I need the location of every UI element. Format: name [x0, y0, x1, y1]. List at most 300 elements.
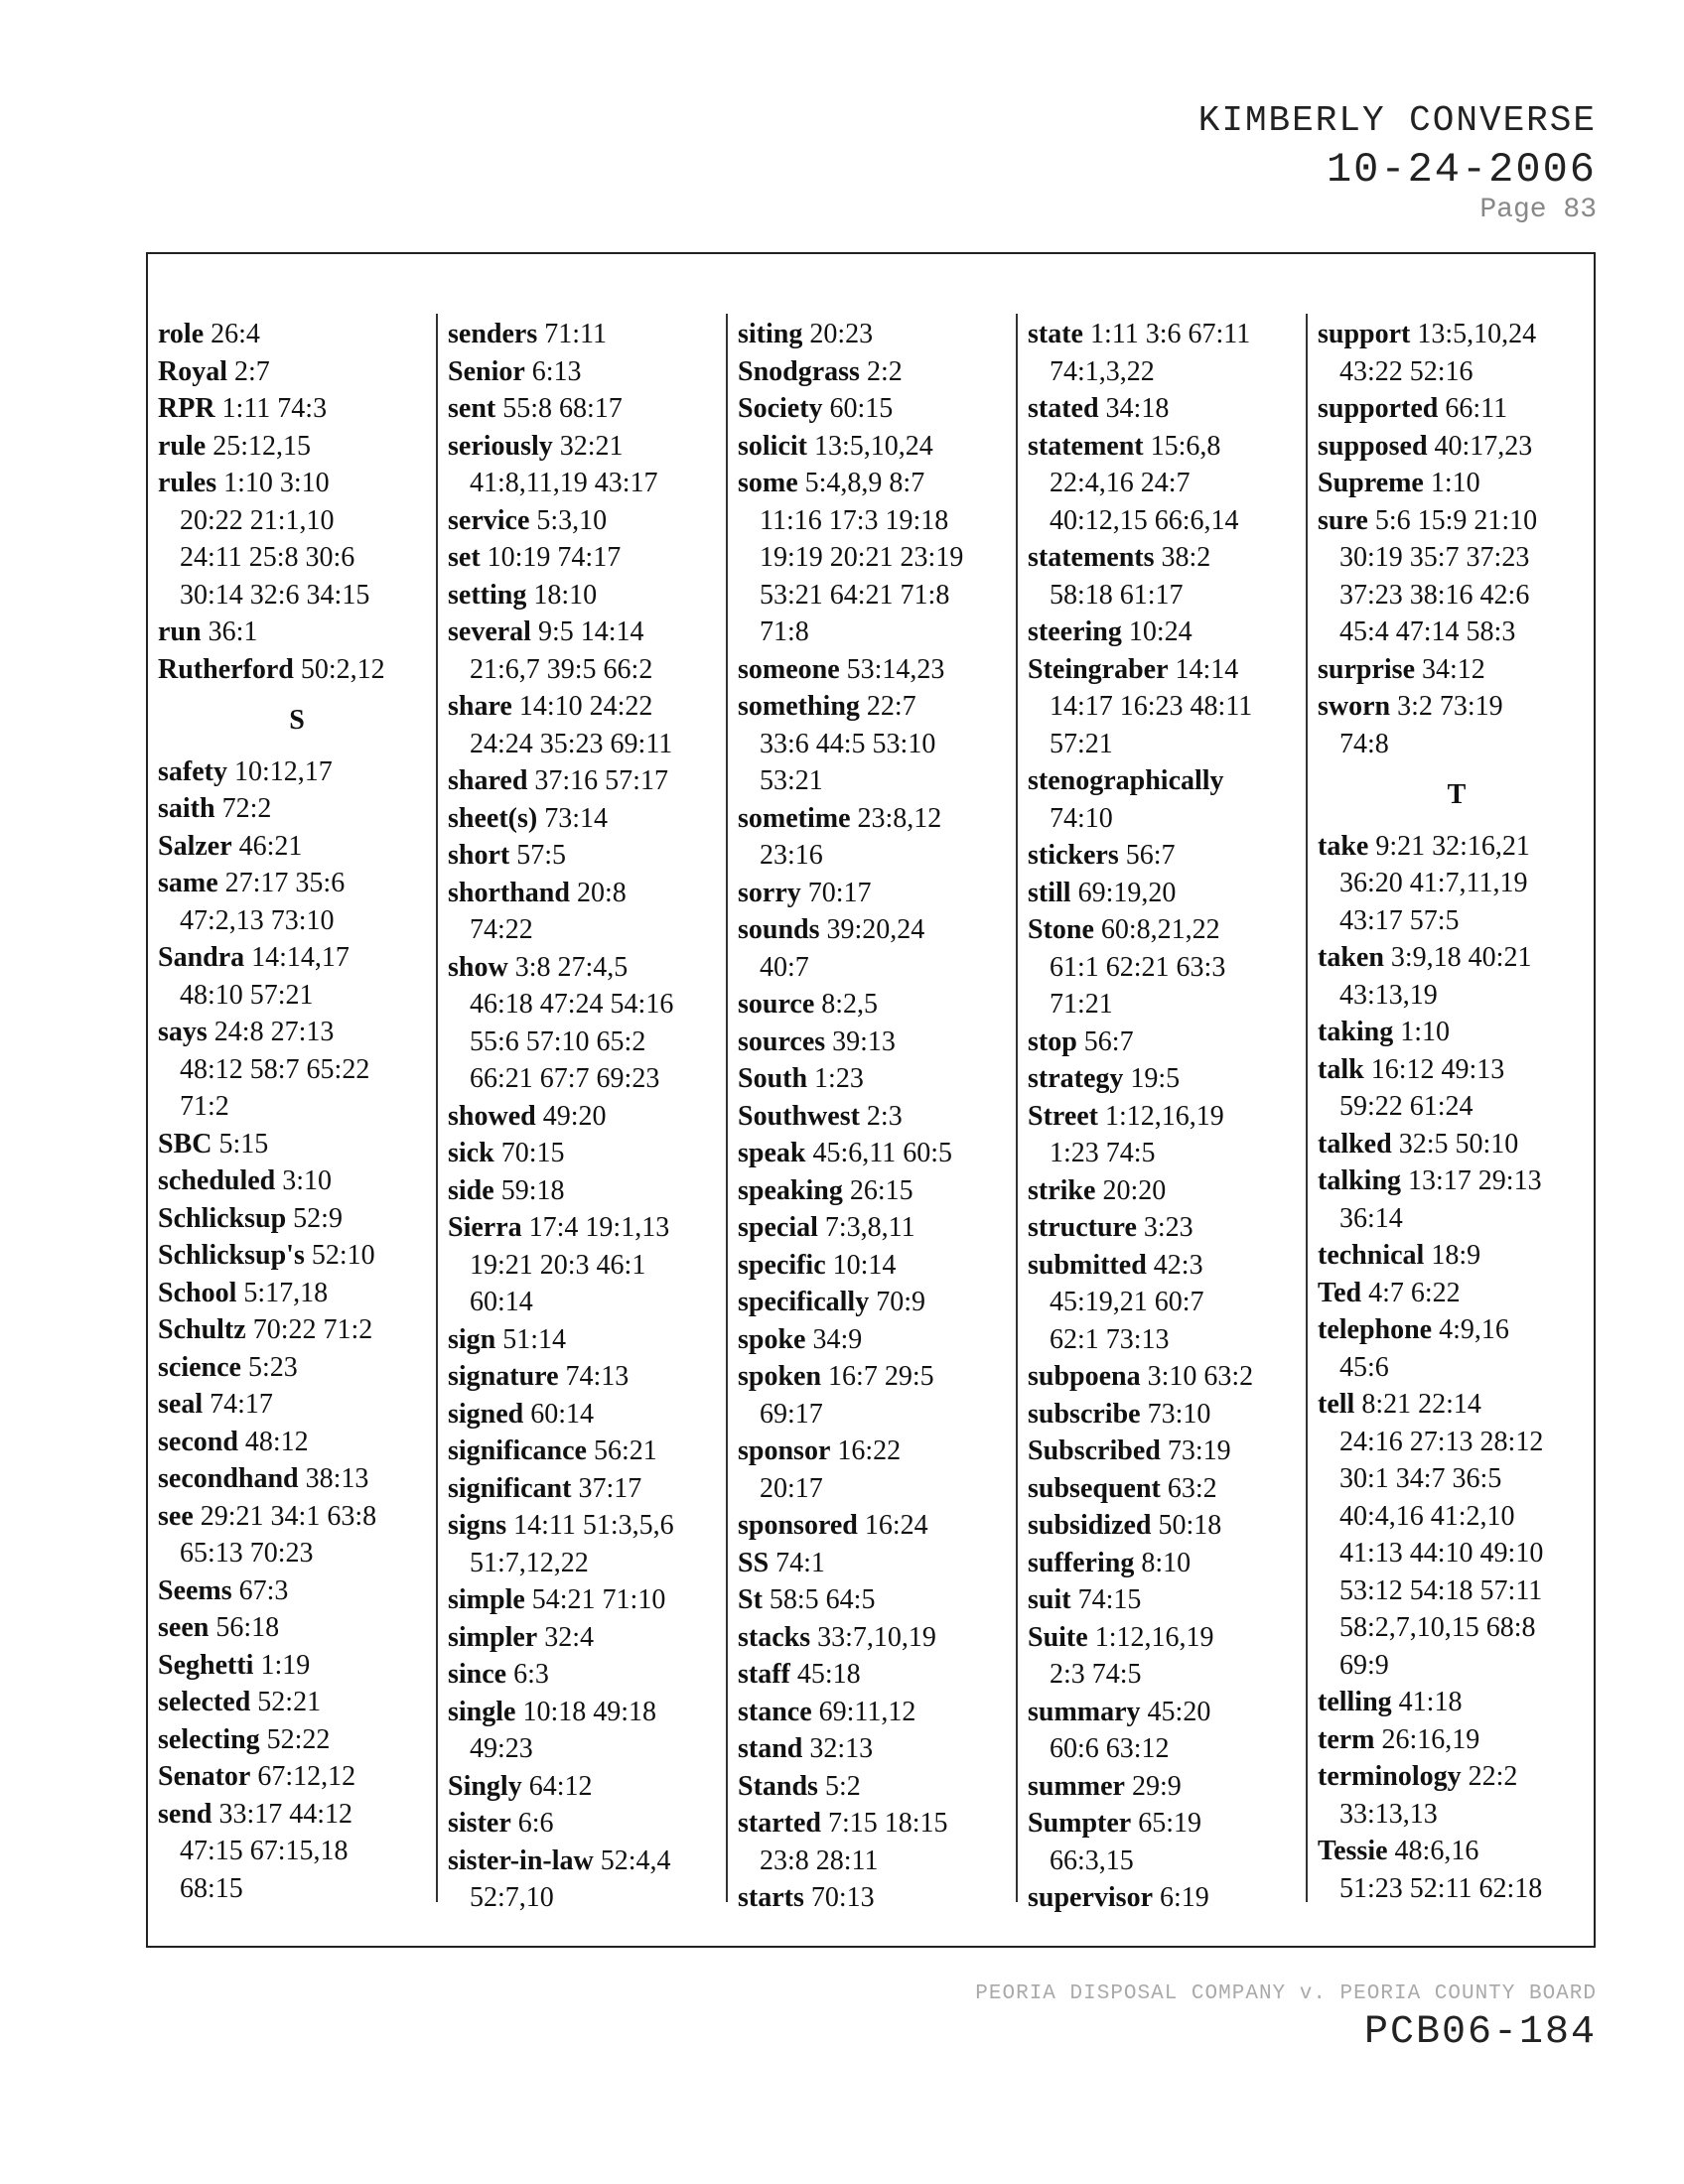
index-entry [158, 1460, 436, 1498]
index-entry [1028, 390, 1306, 428]
index-term: something [738, 691, 860, 722]
index-term: SBC [158, 1128, 212, 1160]
index-term: supposed [1318, 430, 1428, 462]
index-term: saith [158, 793, 215, 824]
index-entry [448, 1433, 726, 1470]
page-line-refs: 1:10 [1423, 468, 1480, 498]
index-entry [1028, 1433, 1306, 1470]
page-line-refs: 63:2 [1160, 1472, 1217, 1504]
index-term: sorry [738, 877, 801, 908]
page-line-refs: 24:8 27:13 [207, 1017, 335, 1047]
page-line-refs-continued: 74:22 [470, 914, 533, 945]
index-entry [158, 1349, 436, 1387]
index-entry [448, 1843, 726, 1880]
index-term: speak [738, 1138, 806, 1168]
page-line-refs: 13:5,10,24 [1410, 319, 1537, 349]
page-line-refs: 5:17,18 [236, 1277, 329, 1308]
index-entry [448, 1768, 726, 1806]
index-term: St [738, 1584, 763, 1615]
index-term: short [448, 840, 510, 871]
index-entry [738, 353, 1016, 391]
page-line-refs: 56:7 [1118, 840, 1176, 871]
index-entry [738, 1060, 1016, 1098]
index-entry [158, 390, 436, 428]
page-line-refs: 14:11 51:3,5,6 [506, 1510, 674, 1541]
page-line-refs: 70:13 [803, 1882, 875, 1913]
index-entry [738, 390, 1016, 428]
index-term: stacks [738, 1621, 811, 1653]
index-term: source [738, 989, 815, 1020]
index-term: speaking [738, 1174, 843, 1206]
page-line-refs-continued: 66:21 67:7 69:23 [470, 1063, 660, 1094]
page-line-refs-continued: 21:6,7 39:5 66:2 [470, 653, 653, 685]
page-line-refs-continued: 24:16 27:13 28:12 [1339, 1426, 1544, 1457]
page-line-refs: 6:6 [510, 1808, 554, 1839]
page-line-refs-continued: 66:3,15 [1050, 1844, 1134, 1876]
index-term: Schultz [158, 1314, 246, 1345]
index-entry [158, 1200, 436, 1238]
index-term: SS [738, 1547, 770, 1578]
page-line-refs-continued: 45:6 [1339, 1351, 1389, 1383]
page-line-refs-continued: 43:22 52:16 [1339, 355, 1474, 387]
page-line-refs: 18:10 [526, 579, 598, 611]
page-line-refs-continued: 43:17 57:5 [1339, 904, 1460, 936]
page-line-refs-continued: 1:23 74:5 [1050, 1138, 1156, 1168]
column-divider [1016, 314, 1018, 1902]
page-line-refs: 16:12 49:13 [1363, 1053, 1505, 1085]
index-term: technical [1318, 1240, 1425, 1271]
page-line-refs-continued: 48:10 57:21 [180, 979, 314, 1011]
page-line-refs-continued: 53:21 [760, 765, 823, 796]
index-entry [1028, 1024, 1306, 1061]
index-term: setting [448, 579, 527, 611]
index-term: special [738, 1212, 818, 1243]
case-number: PCB06-184 [1363, 2010, 1597, 2055]
index-entry [738, 1209, 1016, 1247]
index-entry [1318, 1275, 1596, 1312]
index-entry [158, 316, 436, 353]
page-line-refs-continued: 47:2,13 73:10 [180, 904, 335, 936]
index-term: sure [1318, 504, 1368, 536]
index-entry [1318, 1126, 1596, 1163]
index-term: sponsor [738, 1435, 831, 1466]
page-line-refs-continued: 24:11 25:8 30:6 [180, 542, 355, 573]
index-entry [738, 1805, 1016, 1843]
page-line-refs-continued: 53:12 54:18 57:11 [1339, 1574, 1543, 1606]
page-line-refs: 2:7 [227, 355, 270, 387]
page-line-refs: 56:18 [209, 1612, 280, 1643]
page-line-refs-continued: 58:18 61:17 [1050, 579, 1184, 611]
page-line-refs: 10:18 49:18 [515, 1696, 657, 1727]
page-line-refs: 3:9,18 40:21 [1383, 942, 1532, 973]
page-line-refs: 16:22 [830, 1435, 902, 1466]
page-line-refs: 67:3 [231, 1574, 289, 1606]
page-line-refs: 38:2 [1154, 542, 1211, 573]
index-term: set [448, 542, 481, 573]
index-term: signature [448, 1361, 559, 1392]
page-line-refs: 1:10 3:10 [216, 468, 330, 498]
index-term: selected [158, 1687, 251, 1717]
index-entry [1028, 539, 1306, 577]
index-term: selecting [158, 1723, 260, 1755]
page-line-refs: 26:16,19 [1374, 1723, 1480, 1755]
index-entry [738, 986, 1016, 1024]
page-line-refs: 8:10 [1134, 1547, 1192, 1578]
page-line-refs: 22:2 [1461, 1761, 1518, 1792]
index-term: School [158, 1277, 237, 1308]
index-term: statement [1028, 430, 1144, 462]
index-term: Senator [158, 1761, 251, 1792]
page-line-refs: 6:13 [524, 355, 582, 387]
page-line-refs: 70:17 [800, 877, 872, 908]
page-line-refs: 52:22 [259, 1723, 331, 1755]
index-entry [448, 1396, 726, 1433]
index-entry [448, 1805, 726, 1843]
index-term: statements [1028, 542, 1155, 573]
index-entry [158, 1572, 436, 1610]
index-term: rule [158, 430, 207, 462]
page-line-refs: 48:12 [237, 1426, 309, 1457]
index-entry [448, 1656, 726, 1694]
index-entry [738, 1545, 1016, 1582]
index-entry [738, 1321, 1016, 1359]
page-line-refs-continued: 41:8,11,19 43:17 [470, 468, 658, 498]
page-line-refs: 8:2,5 [814, 989, 879, 1020]
page-line-refs: 34:12 [1415, 653, 1485, 685]
column-divider [1306, 314, 1308, 1902]
index-entry [448, 1321, 726, 1359]
index-term: starts [738, 1882, 804, 1913]
index-term: Royal [158, 355, 227, 387]
index-entry [738, 800, 1016, 838]
page-line-refs: 10:14 [825, 1249, 897, 1281]
page-line-refs-continued: 36:20 41:7,11,19 [1339, 868, 1528, 898]
index-entry [448, 577, 726, 614]
index-entry [448, 1581, 726, 1619]
index-term: subsidized [1028, 1510, 1152, 1541]
index-entry [158, 1386, 436, 1424]
page-line-refs: 26:4 [204, 319, 260, 349]
index-entry [1028, 1247, 1306, 1285]
index-entry [448, 502, 726, 540]
index-entry [738, 651, 1016, 689]
page-line-refs: 37:17 [571, 1472, 642, 1504]
page-line-refs: 45:20 [1140, 1696, 1211, 1727]
page-line-refs: 23:8,12 [850, 802, 942, 834]
page-line-refs-continued: 71:2 [180, 1091, 229, 1122]
page-line-refs: 5:4,8,9 8:7 [797, 468, 925, 498]
index-term: taken [1318, 942, 1384, 973]
page-line-refs: 45:18 [789, 1659, 861, 1690]
page-line-refs-continued: 74:8 [1339, 728, 1389, 759]
index-term: sister [448, 1808, 511, 1839]
page-line-refs: 6:3 [506, 1659, 549, 1690]
index-term: seal [158, 1389, 204, 1420]
index-term: term [1318, 1723, 1375, 1755]
index-term: talked [1318, 1128, 1392, 1160]
page-line-refs-continued: 48:12 58:7 65:22 [180, 1053, 370, 1085]
index-term: siting [738, 319, 803, 349]
page-line-refs-continued: 37:23 38:16 42:6 [1339, 579, 1530, 611]
index-term: spoke [738, 1323, 806, 1355]
index-term: Singly [448, 1770, 522, 1802]
index-term: solicit [738, 430, 807, 462]
page-line-refs: 2:3 [859, 1100, 903, 1132]
index-entry [158, 939, 436, 977]
index-term: sister-in-law [448, 1844, 594, 1876]
page-line-refs: 29:9 [1124, 1770, 1182, 1802]
page-line-refs: 49:20 [535, 1100, 607, 1132]
index-term: rules [158, 468, 217, 498]
page-line-refs: 32:5 50:10 [1391, 1128, 1519, 1160]
page-line-refs: 5:6 15:9 21:10 [1367, 504, 1538, 536]
index-entry [158, 353, 436, 391]
index-entry [158, 790, 436, 828]
index-entry [158, 614, 436, 651]
index-frame [146, 252, 1596, 1948]
page-line-refs: 14:14,17 [244, 942, 350, 973]
index-term: supported [1318, 393, 1439, 424]
page-line-refs-continued: 20:17 [760, 1472, 823, 1504]
page-line-refs-continued: 19:19 20:21 23:19 [760, 542, 964, 573]
index-entry [1318, 1014, 1596, 1051]
index-entry [1028, 1358, 1306, 1396]
index-entry [1028, 1098, 1306, 1136]
page-line-refs: 70:22 71:2 [245, 1314, 373, 1345]
index-entry [1318, 1386, 1596, 1424]
page-line-refs: 5:15 [211, 1128, 269, 1160]
page-line-refs-continued: 65:13 70:23 [180, 1538, 314, 1569]
page-line-refs: 17:4 19:1,13 [521, 1212, 670, 1243]
index-term: Street [1028, 1100, 1098, 1132]
page-line-refs-continued: 53:21 64:21 71:8 [760, 579, 950, 611]
page-line-refs: 4:7 6:22 [1361, 1277, 1461, 1308]
index-term: Tessie [1318, 1836, 1388, 1866]
index-entry [448, 1098, 726, 1136]
index-entry [738, 911, 1016, 949]
page-line-refs: 1:23 [807, 1063, 864, 1094]
page-line-refs-continued: 30:14 32:6 34:15 [180, 579, 370, 611]
index-entry [448, 949, 726, 987]
page-line-refs-continued: 40:7 [760, 951, 809, 983]
index-term: talk [1318, 1053, 1364, 1085]
index-entry [158, 1237, 436, 1275]
page-line-refs: 3:10 63:2 [1140, 1361, 1254, 1392]
index-entry [1028, 316, 1306, 353]
index-term: subscribe [1028, 1398, 1141, 1430]
page-line-refs: 70:9 [869, 1287, 925, 1317]
page-line-refs: 69:19,20 [1070, 877, 1177, 908]
index-term: shared [448, 765, 528, 796]
index-term: state [1028, 319, 1083, 349]
index-term: sworn [1318, 691, 1391, 722]
page-line-refs: 1:10 [1393, 1017, 1451, 1047]
page-line-refs-continued: 20:22 21:1,10 [180, 504, 335, 536]
page-line-refs: 69:11,12 [811, 1696, 916, 1727]
page-line-refs: 45:6,11 60:5 [805, 1138, 952, 1168]
page-line-refs: 32:21 [552, 430, 624, 462]
index-term: someone [738, 653, 840, 685]
index-entry [1028, 1172, 1306, 1210]
index-term: Schlicksup's [158, 1240, 305, 1271]
page-line-refs: 60:8,21,22 [1093, 914, 1220, 945]
index-entry [738, 688, 1016, 726]
index-term: significance [448, 1435, 587, 1466]
index-term: seriously [448, 430, 553, 462]
index-entry [448, 1694, 726, 1731]
index-entry [738, 1730, 1016, 1768]
index-entry [1028, 1581, 1306, 1619]
index-entry [1318, 465, 1596, 502]
index-term: taking [1318, 1017, 1394, 1047]
page-line-refs: 74:15 [1070, 1584, 1142, 1615]
index-entry [448, 1619, 726, 1657]
index-term: sometime [738, 802, 851, 834]
page-line-refs: 52:9 [286, 1202, 343, 1234]
index-term: strategy [1028, 1063, 1124, 1094]
index-term: support [1318, 319, 1411, 349]
index-term: telling [1318, 1687, 1392, 1717]
index-term: stickers [1028, 840, 1119, 871]
index-entry [1318, 939, 1596, 977]
index-term: Snodgrass [738, 355, 860, 387]
index-entry [1318, 1237, 1596, 1275]
index-term: science [158, 1351, 241, 1383]
index-term: stop [1028, 1025, 1077, 1057]
page-line-refs: 74:17 [203, 1389, 273, 1420]
index-entry [158, 1498, 436, 1536]
index-entry [1028, 911, 1306, 949]
page-line-refs-continued: 58:2,7,10,15 68:8 [1339, 1612, 1536, 1643]
index-term: steering [1028, 616, 1122, 647]
index-term: since [448, 1659, 507, 1690]
index-term: Sierra [448, 1212, 522, 1243]
index-entry [738, 1694, 1016, 1731]
index-entry [158, 428, 436, 466]
index-term: Stone [1028, 914, 1094, 945]
index-entry [1028, 1545, 1306, 1582]
index-entry [1028, 762, 1306, 800]
index-term: sponsored [738, 1510, 858, 1541]
index-entry [738, 1879, 1016, 1917]
index-term: started [738, 1808, 821, 1839]
index-term: spoken [738, 1361, 822, 1392]
index-entry [158, 865, 436, 902]
page-line-refs: 15:6,8 [1143, 430, 1221, 462]
page-line-refs: 14:14 [1168, 653, 1239, 685]
page-line-refs: 60:14 [523, 1398, 595, 1430]
page-line-refs: 10:19 74:17 [480, 542, 622, 573]
page-line-refs: 39:13 [825, 1025, 896, 1057]
index-term: some [738, 468, 798, 498]
index-entry [158, 1126, 436, 1163]
page-line-refs: 48:6,16 [1387, 1836, 1479, 1866]
index-term: seen [158, 1612, 210, 1643]
page-line-refs: 3:8 27:4,5 [507, 951, 629, 983]
page-line-refs: 50:2,12 [293, 653, 385, 685]
index-entry [448, 688, 726, 726]
index-term: signs [448, 1510, 507, 1541]
page-line-refs: 57:5 [509, 840, 567, 871]
index-term: talking [1318, 1165, 1402, 1196]
page-line-refs: 29:21 34:1 63:8 [193, 1500, 377, 1532]
page-line-refs: 37:16 57:17 [527, 765, 668, 796]
page-line-refs: 16:24 [857, 1510, 928, 1541]
page-line-refs: 1:19 [253, 1649, 311, 1681]
page-line-refs: 32:13 [802, 1733, 874, 1764]
column-divider [436, 314, 438, 1902]
page-line-refs: 70:15 [493, 1138, 565, 1168]
page-line-refs-continued: 68:15 [180, 1872, 243, 1904]
index-entry [158, 1647, 436, 1685]
page-line-refs: 14:10 24:22 [511, 691, 653, 722]
page-line-refs-continued: 24:24 35:23 69:11 [470, 728, 673, 759]
index-entry [1028, 1470, 1306, 1508]
index-entry [1028, 1209, 1306, 1247]
index-entry [1028, 1879, 1306, 1917]
index-term: Sandra [158, 942, 245, 973]
index-term: shorthand [448, 877, 570, 908]
index-term: scheduled [158, 1165, 276, 1196]
index-entry [448, 428, 726, 466]
index-term: strike [1028, 1174, 1096, 1206]
page-line-refs: 46:21 [231, 830, 303, 862]
page-line-refs: 5:2 [817, 1770, 861, 1802]
page-line-refs: 32:4 [537, 1621, 594, 1653]
index-term: secondhand [158, 1463, 299, 1494]
page-line-refs: 50:18 [1151, 1510, 1222, 1541]
index-column-2 [448, 316, 726, 1917]
index-term: share [448, 691, 512, 722]
page-line-refs-continued: 23:16 [760, 840, 823, 871]
index-entry [738, 1507, 1016, 1545]
page-line-refs: 1:11 3:6 67:11 [1082, 319, 1251, 349]
page-line-refs: 8:21 22:14 [1354, 1389, 1481, 1420]
page-line-refs: 40:17,23 [1427, 430, 1533, 462]
page-line-refs: 58:5 64:5 [762, 1584, 876, 1615]
index-entry [1318, 316, 1596, 353]
page-line-refs: 41:18 [1391, 1687, 1463, 1717]
page-line-refs-continued: 69:17 [760, 1398, 823, 1430]
deponent-name: KIMBERLY CONVERSE [1197, 100, 1597, 141]
page-line-refs: 13:5,10,24 [807, 430, 933, 462]
page-line-refs-continued: 74:10 [1050, 802, 1113, 834]
page-line-refs-continued: 46:18 47:24 54:16 [470, 989, 674, 1020]
page-line-refs-continued: 52:7,10 [470, 1882, 554, 1913]
page-line-refs: 72:2 [214, 793, 272, 824]
index-entry [448, 762, 726, 800]
page-line-refs: 6:19 [1153, 1882, 1209, 1913]
page-line-refs: 19:5 [1123, 1063, 1181, 1094]
index-term: supervisor [1028, 1882, 1153, 1913]
page-line-refs-continued: 40:12,15 66:6,14 [1050, 504, 1239, 536]
index-entry [158, 1275, 436, 1312]
page-line-refs-continued: 51:7,12,22 [470, 1547, 589, 1578]
index-entry [1028, 875, 1306, 912]
index-entry [448, 837, 726, 875]
index-term: Seems [158, 1574, 232, 1606]
index-entry [158, 1796, 436, 1834]
index-term: still [1028, 877, 1071, 908]
index-term: suffering [1028, 1547, 1135, 1578]
index-term: role [158, 319, 205, 349]
index-term: same [158, 868, 218, 898]
page-line-refs: 51:14 [495, 1323, 567, 1355]
page-line-refs: 66:11 [1438, 393, 1508, 424]
index-term: subpoena [1028, 1361, 1141, 1392]
index-entry [158, 465, 436, 502]
page-line-refs: 67:12,12 [250, 1761, 356, 1792]
